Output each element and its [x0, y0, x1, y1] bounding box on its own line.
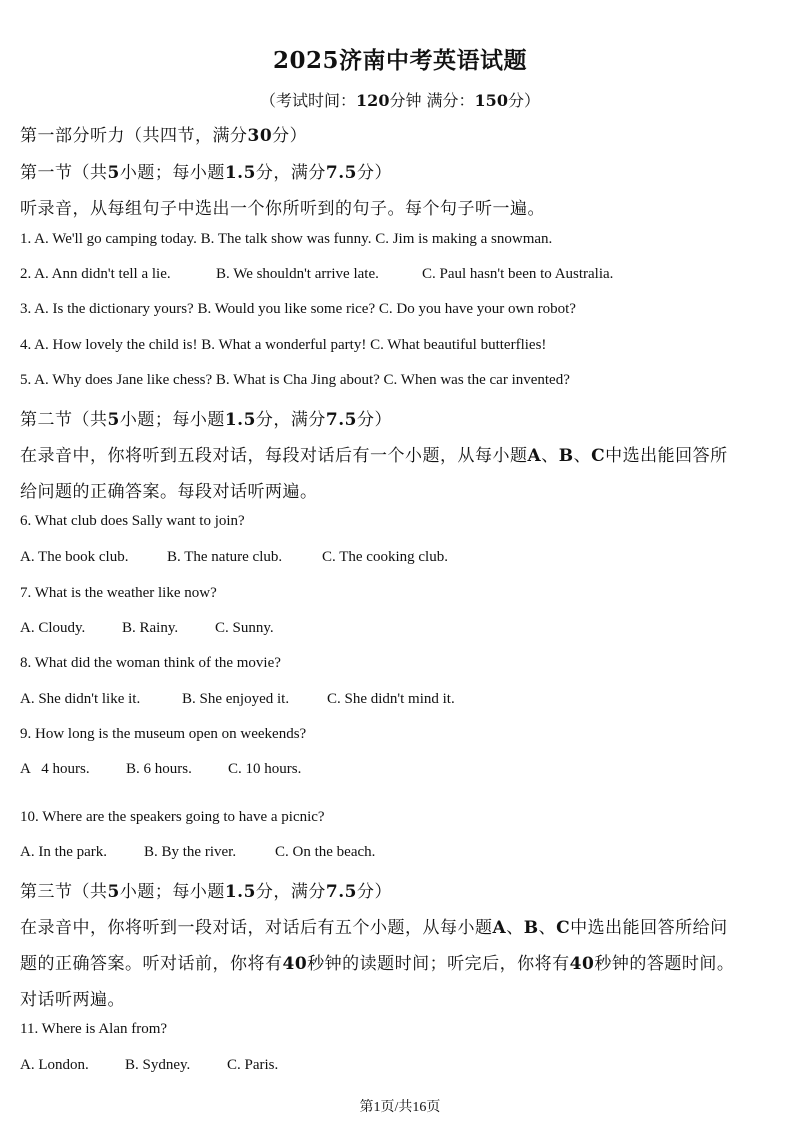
question-11-options — [20, 1057, 278, 1074]
option-a: A. The book club. — [20, 549, 129, 565]
option-c: C. The cooking club. — [322, 549, 448, 565]
question-6-options — [20, 549, 448, 566]
question-2-option-c: C. Paul hasn't been to Australia. — [422, 266, 614, 282]
section3-instruction-line2: 题的正确答案。听对话前，你将有40秒钟的读题时间；听完后，你将有40秒钟的答题时间。 — [20, 954, 735, 974]
option-b: B. By the river. — [144, 844, 237, 860]
option-a: A. In the park. — [20, 844, 108, 860]
section2-instruction-line2: 给问题的正确答案。每段对话听两遍。 — [20, 482, 318, 502]
page-number: 第1页/共16页 — [359, 1100, 441, 1115]
question-2-option-b: B. We shouldn't arrive late. — [216, 266, 379, 282]
option-c: C. She didn't mind it. — [327, 691, 455, 707]
option-b: B. The nature club. — [167, 549, 283, 565]
section3-heading: 第三节（共5小题；每小题1.5分，满分7.5分） — [20, 882, 392, 902]
option-a: A. London. — [20, 1057, 89, 1073]
option-a: A. She didn't like it. — [20, 691, 141, 707]
exam-title: 2025济南中考英语试题 — [272, 47, 527, 74]
section1-instruction: 听录音，从每组句子中选出一个你所听到的句子。每个句子听一遍。 — [20, 199, 545, 219]
question-2 — [20, 266, 613, 283]
question-10-options — [20, 844, 375, 861]
section1-heading: 第一节（共5小题；每小题1.5分，满分7.5分） — [20, 163, 392, 183]
section2-heading: 第二节（共5小题；每小题1.5分，满分7.5分） — [20, 410, 392, 430]
option-b: B. 6 hours. — [126, 761, 192, 777]
question-9: 9. How long is the museum open on weekends? — [20, 726, 307, 742]
question-10: 10. Where are the speakers going to have a picnic? — [20, 809, 325, 825]
question-1: 1. A. We'll go camping today. B. The talk show was funny. C. Jim is making a snowman. — [20, 231, 553, 247]
option-c: C. Sunny. — [215, 620, 274, 636]
option-c: C. On the beach. — [275, 844, 376, 860]
question-11: 11. Where is Alan from? — [20, 1021, 168, 1037]
question-8: 8. What did the woman think of the movie? — [20, 655, 281, 671]
exam-subtitle: （考试时间：120分钟 满分：150分） — [260, 91, 540, 110]
option-b: B. Sydney. — [125, 1057, 191, 1073]
question-4: 4. A. How lovely the child is! B. What a wonderful party! C. What beautiful butterflies! — [20, 337, 547, 353]
option-c: C. Paris. — [227, 1057, 279, 1073]
question-8-options — [20, 691, 455, 708]
question-7-options — [20, 620, 274, 637]
option-a: A 4 hours. — [20, 761, 90, 777]
question-3: 3. A. Is the dictionary yours? B. Would you like some rice? C. Do you have your own robot? — [20, 301, 576, 317]
question-7: 7. What is the weather like now? — [20, 585, 217, 601]
question-5: 5. A. Why does Jane like chess? B. What is Cha Jing about? C. When was the car invented? — [20, 372, 570, 388]
question-6: 6. What club does Sally want to join? — [20, 513, 245, 529]
part1-heading: 第一部分听力（共四节，满分30分） — [20, 126, 308, 146]
question-2-option-a: 2. A. Ann didn't tell a lie. — [20, 266, 171, 282]
section2-instruction-line1: 在录音中，你将听到五段对话，每段对话后有一个小题，从每小题A、B、C中选出能回答所 — [20, 446, 728, 466]
option-a: A. Cloudy. — [20, 620, 86, 636]
option-b: B. Rainy. — [122, 620, 179, 636]
section3-instruction-line1: 在录音中，你将听到一段对话，对话后有五个小题，从每小题A、B、C中选出能回答所给问 — [20, 918, 728, 938]
question-9-options — [20, 761, 301, 778]
option-b: B. She enjoyed it. — [182, 691, 290, 707]
section3-instruction-line3: 对话听两遍。 — [20, 990, 125, 1010]
option-c: C. 10 hours. — [228, 761, 302, 777]
